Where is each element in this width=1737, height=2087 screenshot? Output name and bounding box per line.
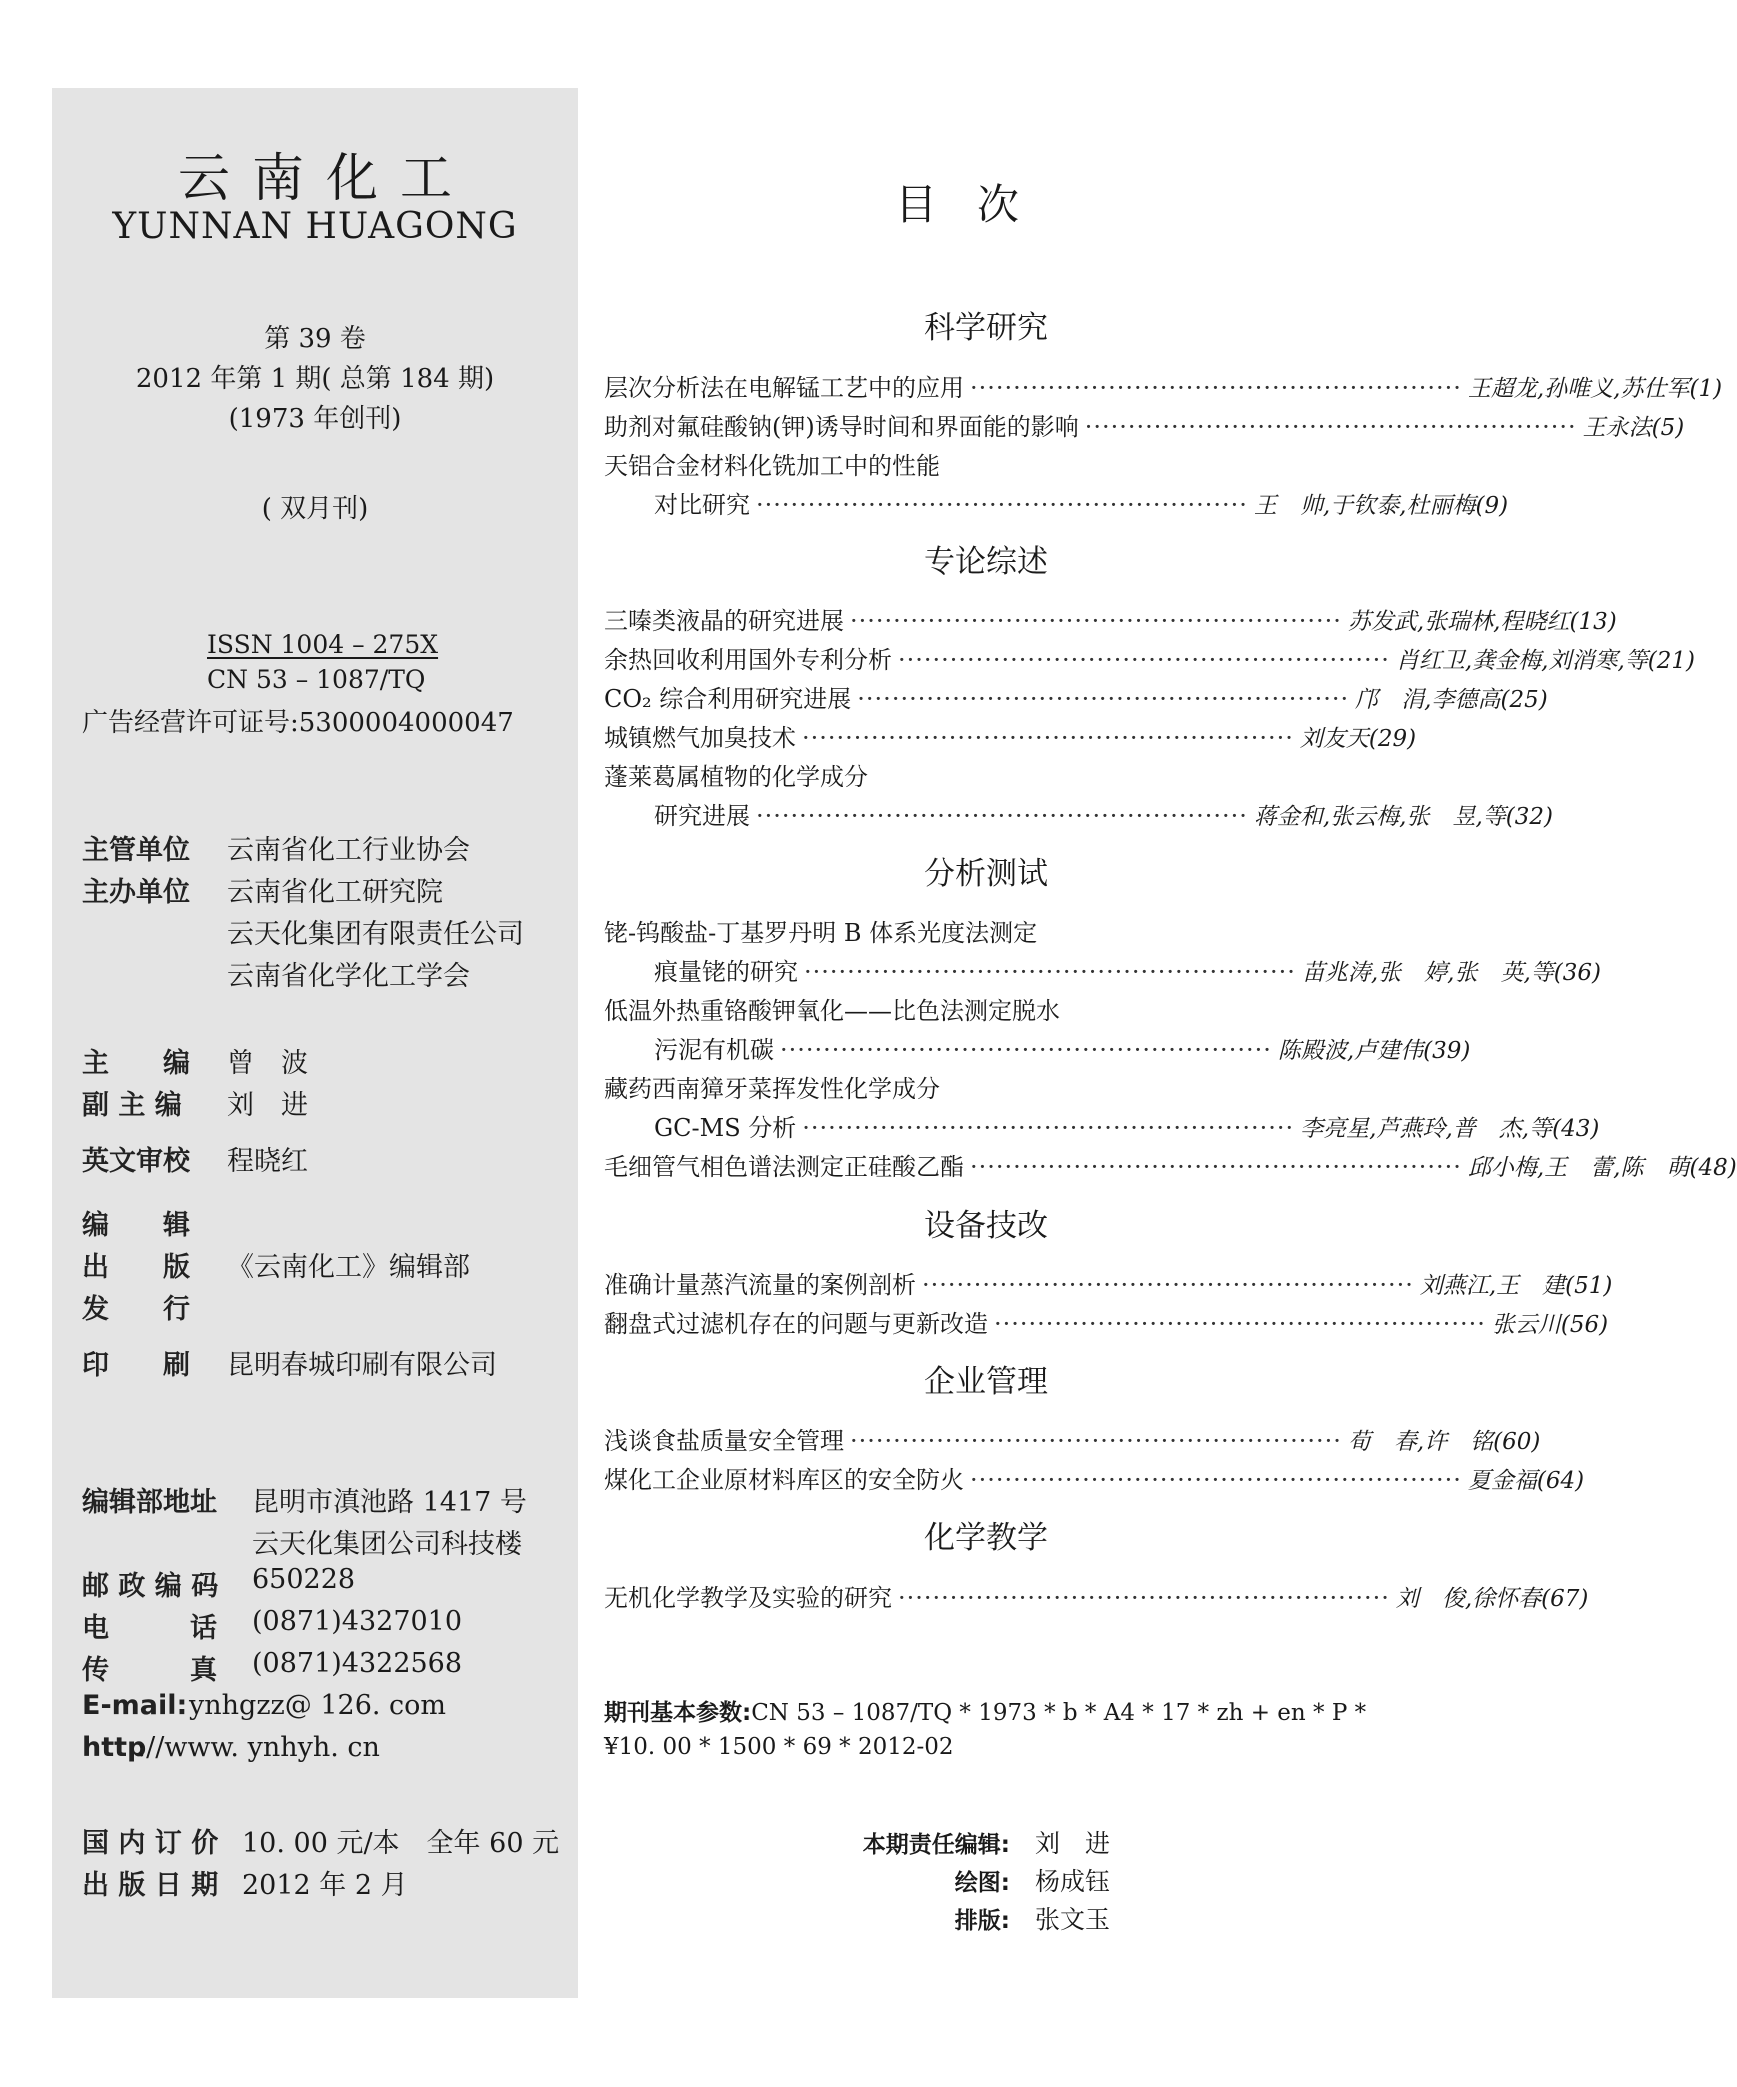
entry-title[interactable]: 天铝合金材料化铣加工中的性能 [604,452,940,480]
journal-title-cn: 云南化工 [177,149,474,209]
entry-title-cont: 研究进展 [654,802,750,830]
leader-dots: ························································· [802,1114,1295,1142]
section-title: 科学研究 [924,310,1048,346]
entry-title: 余热回收利用国外专利分析 [604,646,892,674]
entry-authors: 王 帅,于钦泰,杜丽梅(9) [1253,493,1509,519]
postcode-value: 650228 [252,1564,356,1595]
entry-title[interactable]: 铑-钨酸盐-丁基罗丹明 B 体系光度法测定 [604,919,1038,947]
address-label: 编辑部地址 [82,1487,217,1518]
english-review-label: 英文审校 [82,1146,190,1177]
entry-title-cont: 污泥有机碳 [654,1036,774,1064]
email-value[interactable]: ynhgzz@ 126. com [189,1690,447,1721]
entry-title: 翻盘式过滤机存在的问题与更新改造 [604,1310,988,1338]
toc-heading: 目次 [895,180,1060,229]
entry-title[interactable]: 藏药西南獐牙菜挥发性化学成分 [604,1075,940,1103]
leader-dots: ························································· [850,1427,1342,1455]
publish-label: 出 版 [82,1252,190,1283]
params-value-2: ¥10. 00 * 1500 * 69 * 2012-02 [604,1734,954,1760]
entry-title: 煤化工企业原材料库区的安全防火 [604,1466,964,1494]
leader-dots: ························································· [802,724,1294,752]
phone-value: (0871)4327010 [252,1606,463,1637]
leader-dots: ························································· [850,607,1342,635]
toc-entry[interactable] [604,1460,1585,1494]
entry-title: 城镇燃气加臭技术 [604,724,796,752]
toc-entry[interactable] [654,796,1554,830]
entry-authors: 蒋金和,张云梅,张 昱,等(32) [1253,804,1554,830]
entry-authors: 王永法(5) [1582,415,1685,441]
http-label: http [82,1732,147,1763]
issue: 2012 年第 1 期( 总第 184 期) [135,364,495,394]
leader-dots: ························································· [994,1310,1486,1338]
entry-authors: 肖红卫,龚金梅,刘消寒,等(21) [1395,648,1696,674]
toc-entry[interactable] [604,601,1617,635]
leader-dots: ························································· [898,646,1390,674]
entry-title-cont: 痕量铑的研究 [654,958,798,986]
printer-value: 昆明春城印刷有限公司 [227,1350,497,1381]
fax-value: (0871)4322568 [252,1648,463,1679]
entry-title: 三嗪类液晶的研究进展 [604,607,844,635]
toc-entry[interactable] [604,407,1685,441]
publisher-value: 《云南化工》编辑部 [227,1252,470,1283]
leader-dots: ························································· [756,491,1248,519]
toc-entry[interactable] [604,640,1696,674]
chief-editor-value: 曾 波 [227,1048,308,1079]
english-review-value: 程晓红 [227,1146,308,1177]
section-title: 化学教学 [924,1520,1048,1556]
credit-drawing-value: 杨成钰 [1035,1867,1111,1896]
toc-entry[interactable] [604,718,1417,752]
toc-entry[interactable] [604,368,1723,402]
leader-dots: ························································· [804,958,1296,986]
leader-dots: ························································· [898,1584,1390,1612]
toc-entry[interactable] [604,1421,1541,1455]
entry-title: CO₂ 综合利用研究进展 [604,685,852,713]
pubdate-label: 出 版 日 期 [82,1870,219,1901]
leader-dots: ························································· [756,802,1248,830]
sponsor-label: 主办单位 [82,877,190,908]
toc-entry[interactable] [604,1304,1609,1338]
params-label: 期刊基本参数: [604,1700,752,1726]
entry-authors: 刘友天(29) [1299,726,1417,752]
entry-title[interactable]: 低温外热重铬酸钾氧化——比色法测定脱水 [604,997,1060,1025]
ad-license: 广告经营许可证号:5300004000047 [82,708,514,738]
deputy-editor-value: 刘 进 [227,1090,308,1121]
entry-authors: 李亮星,芦燕玲,普 杰,等(43) [1300,1116,1600,1142]
phone-label: 电 话 [82,1613,217,1644]
credit-editor-value: 刘 进 [1035,1829,1111,1858]
address-line-1: 昆明市滇池路 1417 号 [252,1487,527,1518]
sponsor-value-1: 云南省化工研究院 [227,877,443,908]
price-value: 10. 00 元/本 全年 60 元 [242,1828,560,1859]
cn-number: CN 53 – 1087/TQ [207,665,426,694]
entry-authors: 刘 俊,徐怀春(67) [1395,1586,1589,1612]
frequency: ( 双月刊) [261,494,369,524]
section-title: 设备技改 [924,1208,1048,1244]
postcode-label: 邮 政 编 码 [82,1571,219,1602]
leader-dots: ························································· [1084,413,1577,441]
entry-authors: 邝 涓,李德高(25) [1355,687,1548,713]
entry-title-cont: 对比研究 [654,491,750,519]
journal-info-panel [52,88,578,1998]
deputy-editor-label: 副 主 编 [82,1090,182,1121]
entry-authors: 邱小梅,王 蕾,陈 萌(48) [1467,1155,1737,1181]
issn: ISSN 1004 – 275X [207,630,439,659]
distribute-label: 发 行 [82,1294,190,1325]
leader-dots: ························································· [970,374,1462,402]
entry-title: 毛细管气相色谱法测定正硅酸乙酯 [604,1153,964,1181]
toc-entry[interactable] [654,952,1602,986]
credit-layout-value: 张文玉 [1035,1905,1111,1934]
leader-dots: ························································· [970,1153,1462,1181]
credit-drawing-label: 绘图: [954,1870,1010,1896]
toc-entry[interactable] [654,485,1509,519]
entry-authors: 苗兆涛,张 婷,张 英,等(36) [1301,960,1602,986]
price-label: 国 内 订 价 [82,1828,219,1859]
toc-entry[interactable] [604,1578,1589,1612]
entry-title: 无机化学教学及实验的研究 [604,1584,892,1612]
pubdate-value: 2012 年 2 月 [242,1870,408,1901]
volume: 第 39 卷 [264,324,366,354]
entry-authors: 王超龙,孙唯义,苏仕军(1) [1467,376,1723,402]
entry-authors: 刘燕江,王 建(51) [1419,1273,1613,1299]
leader-dots: ························································· [922,1271,1414,1299]
credit-editor-label: 本期责任编辑: [862,1832,1010,1858]
sponsor-value-3: 云南省化学化工学会 [227,961,470,992]
entry-authors: 陈殿波,卢建伟(39) [1277,1038,1471,1064]
entry-title: 助剂对氟硅酸钠(钾)诱导时间和界面能的影响 [604,413,1079,441]
website-value[interactable]: ://www. ynhyh. cn [137,1732,380,1763]
section-title: 分析测试 [924,856,1048,892]
entry-authors: 张云川(56) [1491,1312,1609,1338]
entry-title-cont: GC-MS 分析 [654,1114,797,1142]
printer-label: 印 刷 [82,1350,190,1381]
params-value-1: CN 53 – 1087/TQ * 1973 * b * A4 * 17 * zh + en * P * [751,1700,1367,1726]
supervisor-value: 云南省化工行业协会 [227,835,470,866]
chief-editor-label: 主 编 [82,1048,190,1079]
entry-authors: 苏发武,张瑞林,程晓红(13) [1347,609,1617,635]
entry-authors: 夏金福(64) [1467,1468,1585,1494]
journal-params-line-1 [604,1694,1366,1727]
sponsor-value-2: 云天化集团有限责任公司 [227,919,524,950]
section-title: 企业管理 [924,1364,1048,1400]
entry-title: 层次分析法在电解锰工艺中的应用 [604,374,964,402]
entry-title: 浅谈食盐质量安全管理 [604,1427,844,1455]
address-line-2: 云天化集团公司科技楼 [252,1529,522,1560]
toc-entry[interactable] [604,679,1548,713]
edit-label: 编 辑 [82,1210,190,1241]
email-label: E-mail: [82,1690,188,1721]
entry-authors: 荀 春,许 铭(60) [1347,1429,1541,1455]
supervisor-label: 主管单位 [82,835,190,866]
entry-title: 准确计量蒸汽流量的案例剖析 [604,1271,916,1299]
toc-entry[interactable] [654,1108,1600,1142]
journal-title-en: YUNNAN HUAGONG [112,206,518,247]
section-title: 专论综述 [924,544,1048,580]
entry-title[interactable]: 蓬莱葛属植物的化学成分 [604,763,868,791]
founded: (1973 年创刊) [228,404,402,434]
leader-dots: ························································· [857,685,1350,713]
toc-entry[interactable] [604,1147,1737,1181]
toc-entry[interactable] [654,1030,1471,1064]
fax-label: 传 真 [82,1655,217,1686]
leader-dots: ························································· [780,1036,1272,1064]
toc-entry[interactable] [604,1265,1613,1299]
leader-dots: ························································· [970,1466,1462,1494]
credit-layout-label: 排版: [954,1908,1010,1934]
